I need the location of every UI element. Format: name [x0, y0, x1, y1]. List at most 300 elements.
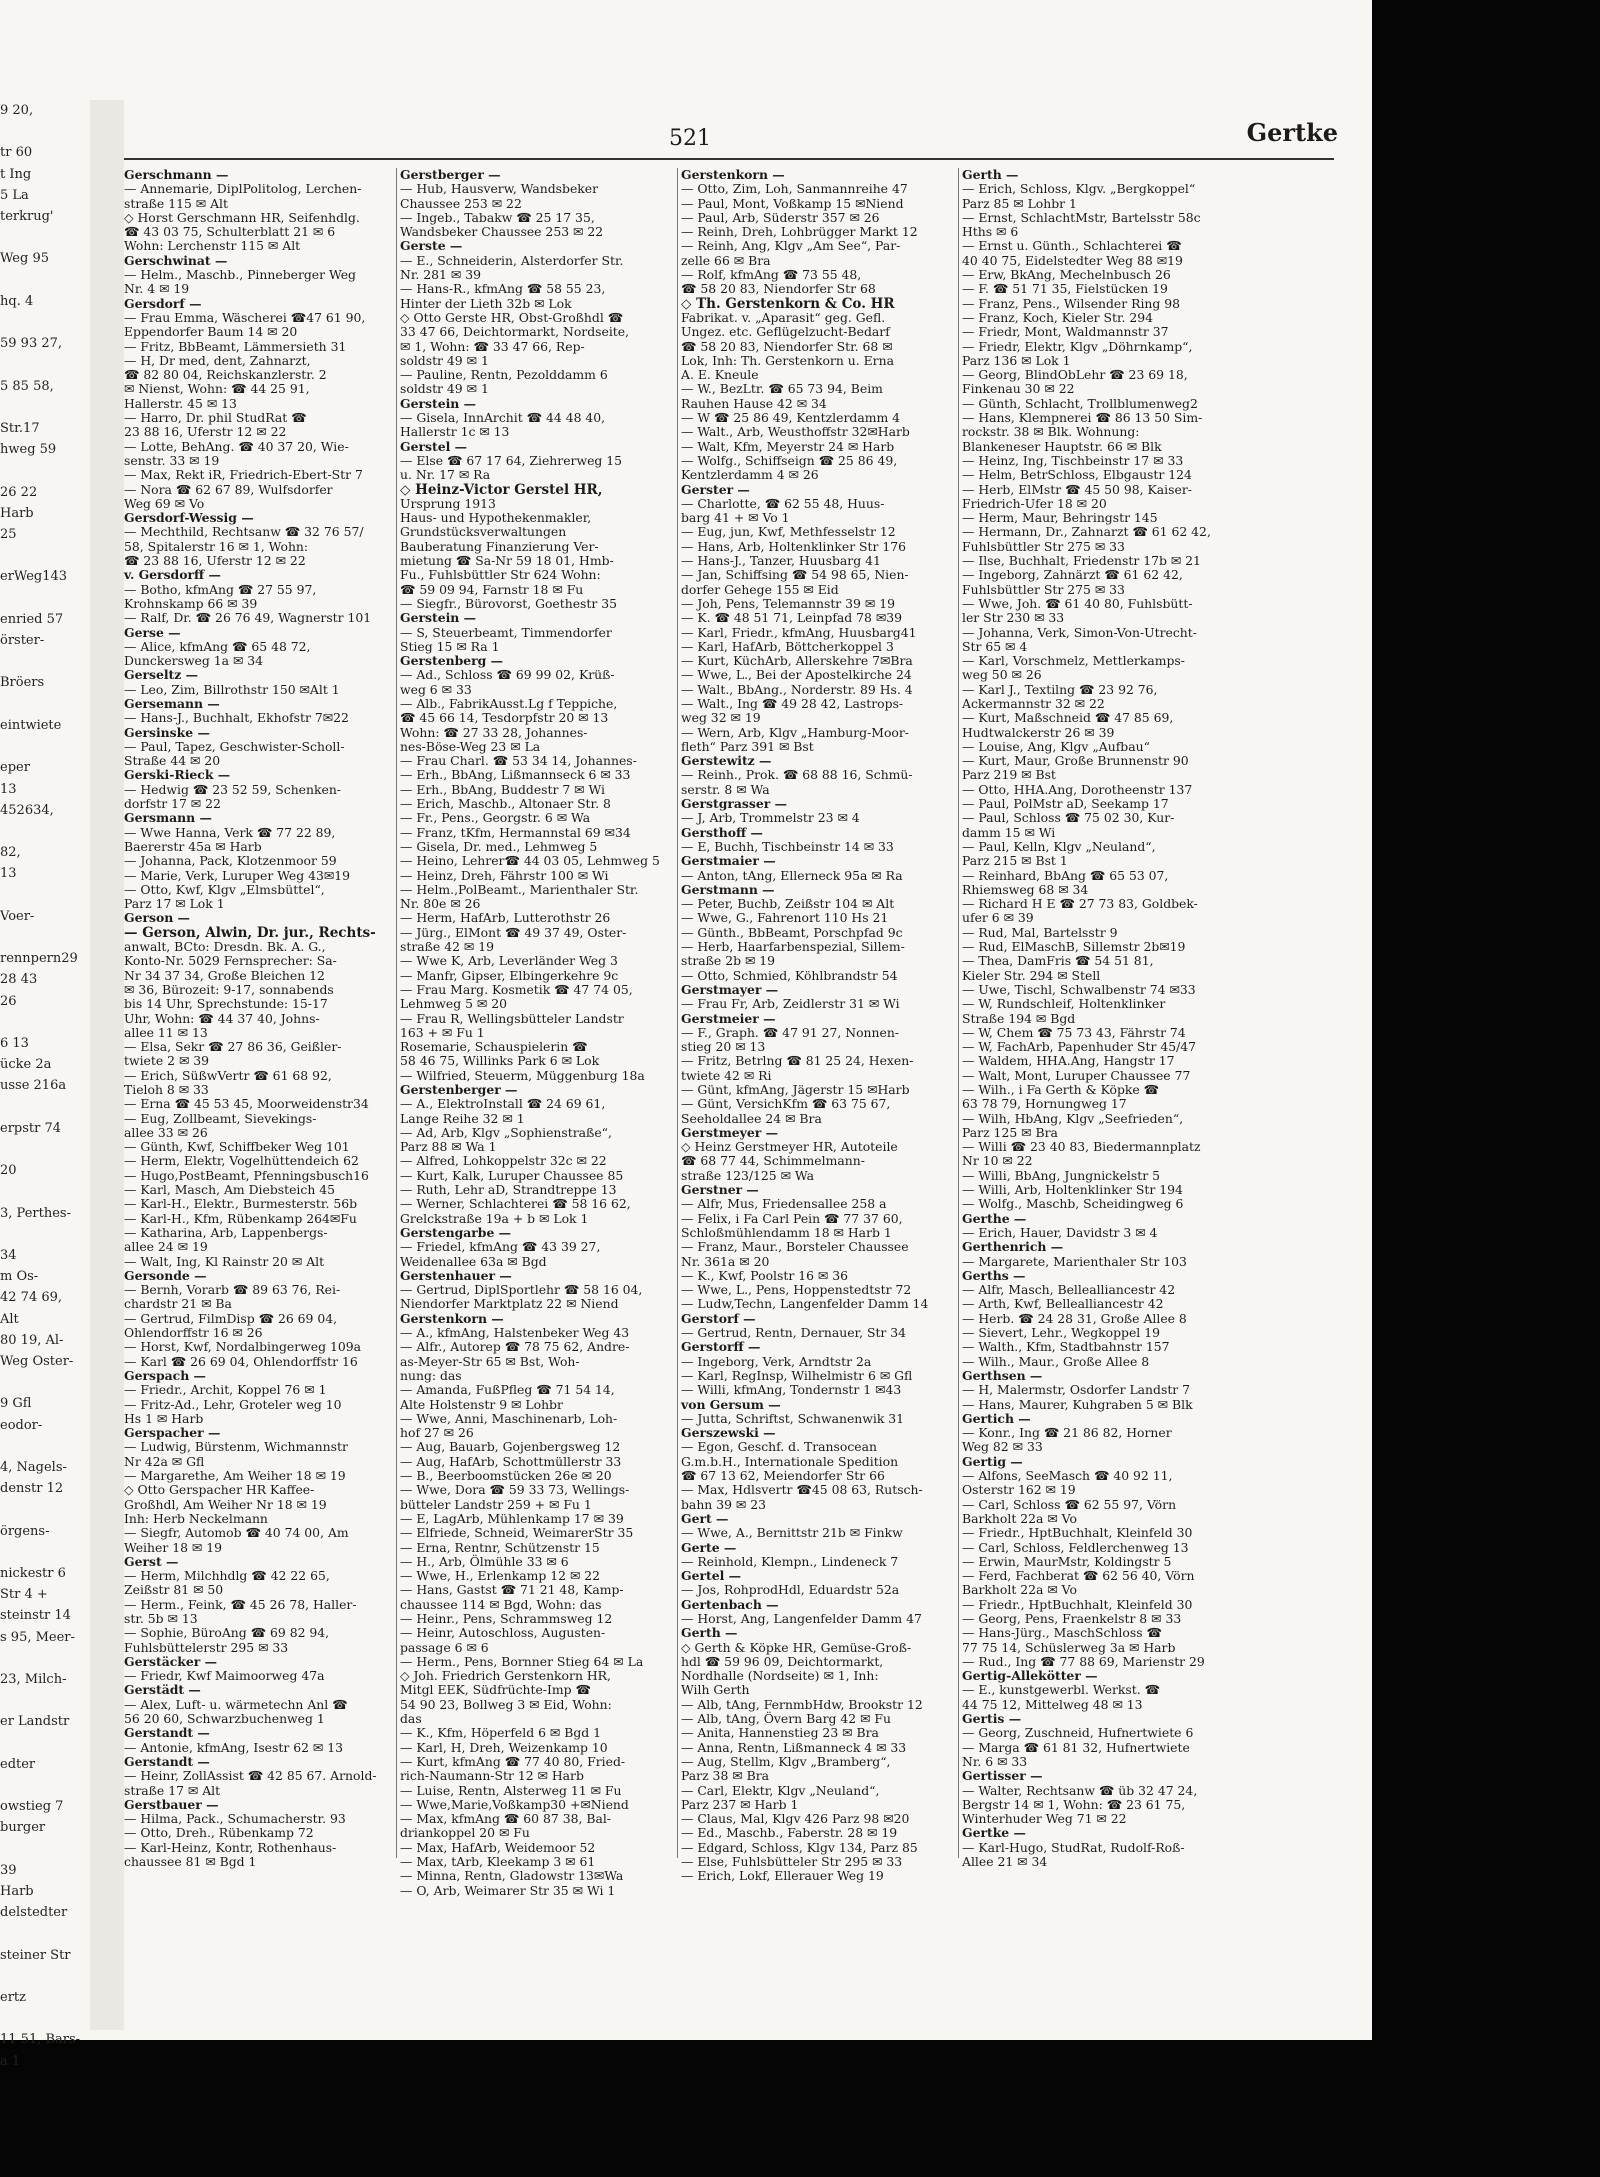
- entry-line: Straße 44 ✉ 20: [124, 753, 221, 769]
- strip-line: [0, 270, 90, 291]
- entry-line: Fuhlsbüttler Str 275 ✉ 33: [962, 581, 1125, 597]
- entry-line: — Max, HafArb, Weidemoor 52: [400, 1839, 596, 1855]
- entry-line: — J, Arb, Trommelstr 23 ✉ 4: [681, 810, 860, 826]
- surname-heading: Gerstenberg —: [400, 653, 504, 669]
- surname-heading: Gerste —: [400, 238, 463, 254]
- entry-line: — Ferd, Fachberat ☎ 62 56 40, Vörn: [962, 1568, 1195, 1584]
- entry-line: — Ruth, Lehr aD, Strandtreppe 13: [400, 1182, 617, 1198]
- entry-line: — H, Dr med, dent, Zahnarzt,: [124, 352, 311, 368]
- entry-line: — Carl, Schloss ☎ 62 55 97, Vörn: [962, 1496, 1177, 1512]
- strip-line: Weg Oster-: [0, 1353, 74, 1369]
- entry-line: Chaussee 253 ✉ 22: [400, 195, 522, 211]
- entry-line: — Günth., BbBeamt, Porschpfad 9c: [681, 924, 903, 940]
- surname-heading: Gerstberger —: [400, 167, 501, 182]
- entry-line: ✉ Nienst, Wohn: ☎ 44 25 91,: [124, 381, 310, 397]
- entry-line: — Edgard, Schloss, Klgv 134, Parz 85: [681, 1839, 918, 1855]
- entry-line: — Antonie, kfmAng, Isestr 62 ✉ 13: [124, 1739, 344, 1755]
- surname-heading: Gersemann —: [124, 695, 220, 711]
- entry-line: ☎ 45 66 14, Tesdorpfstr 20 ✉ 13: [400, 710, 609, 726]
- entry-line: — Paul, Tapez, Geschwister-Scholl-: [124, 738, 345, 754]
- entry-line: chardstr 21 ✉ Ba: [124, 1296, 232, 1312]
- strip-line: rennpern29: [0, 951, 78, 967]
- surname-heading: Gerstein —: [400, 395, 476, 411]
- strip-line: 9 Gfl: [0, 1396, 32, 1412]
- strip-line: [0, 1224, 90, 1245]
- entry-line: — Günth, Schlacht, Trollblumenweg2: [962, 395, 1198, 411]
- surname-heading: Gerspach —: [124, 1367, 206, 1383]
- entry-line: — Walth., Kfm, Stadtbahnstr 157: [962, 1339, 1170, 1355]
- entry-line: — Gertrud, Rentn, Dernauer, Str 34: [681, 1325, 907, 1341]
- entry-line: — Aug, Stellm, Klgv „Bramberg“,: [681, 1753, 891, 1769]
- entry-line: — Rud., Ing ☎ 77 88 69, Marienstr 29: [962, 1653, 1205, 1669]
- entry-line: — Wwe, L., Bei der Apostelkirche 24: [681, 667, 912, 683]
- strip-line: 5 85 58,: [0, 378, 54, 394]
- entry-line: — Walt., Arb, Weusthoffstr 32✉Harb: [681, 424, 910, 440]
- strip-line: eper: [0, 760, 30, 776]
- entry-line: allee 11 ✉ 13: [124, 1024, 208, 1040]
- entry-line: — Wilh., i Fa Gerth & Köpke ☎: [962, 1082, 1160, 1097]
- strip-line: [0, 1139, 90, 1160]
- entry-line: — Otto, Schmied, Köhlbrandstr 54: [681, 967, 898, 983]
- entry-line: — Charlotte, ☎ 62 55 48, Huus-: [681, 495, 885, 511]
- entry-line: — Margarethe, Am Weiher 18 ✉ 19: [124, 1468, 346, 1484]
- strip-line: [0, 2008, 90, 2029]
- entry-line: 44 75 12, Mittelweg 48 ✉ 13: [962, 1696, 1143, 1712]
- entry-line: — A., kfmAng, Halstenbeker Weg 43: [400, 1325, 630, 1341]
- entry-line: Parz 88 ✉ Wa 1: [400, 1139, 497, 1155]
- previous-page-strip: [0, 100, 92, 2069]
- entry-line: — W ☎ 25 86 49, Kentzlerdamm 4: [681, 410, 901, 426]
- entry-line: — Else, Fuhlsbütteler Str 295 ✉ 33: [681, 1854, 903, 1870]
- entry-line: — Eug, jun, Kwf, Methfesselstr 12: [681, 524, 896, 540]
- entry-line: — Hedwig ☎ 23 52 59, Schenken-: [124, 781, 341, 797]
- strip-line: örster-: [0, 633, 45, 649]
- entry-line: — Georg, Zuschneid, Hufnertwiete 6: [962, 1725, 1194, 1741]
- entry-line: — Erw, BkAng, Mechelnbusch 26: [962, 267, 1171, 283]
- entry-line: — Karl-H., Elektr., Burmesterstr. 56b: [124, 1196, 358, 1212]
- strip-line: [0, 1733, 90, 1754]
- entry-line: — H., Arb, Ölmühle 33 ✉ 6: [400, 1553, 569, 1569]
- strip-line: [0, 694, 90, 715]
- strip-line: [0, 312, 90, 333]
- entry-line: — Waldem, HHA.Ang, Hangstr 17: [962, 1053, 1175, 1069]
- entry-line: — Max, tArb, Kleekamp 3 ✉ 61: [400, 1854, 596, 1870]
- strip-line: [0, 460, 90, 481]
- entry-line: soldstr 49 ✉ 1: [400, 381, 489, 397]
- entry-line: — Friedr, Kwf Maimoorweg 47a: [124, 1668, 325, 1684]
- entry-line: — Alex, Luft- u. wärmetechn Anl ☎: [124, 1696, 348, 1712]
- surname-heading: Gert —: [681, 1510, 729, 1526]
- entry-line: twiete 2 ✉ 39: [124, 1053, 210, 1069]
- entry-line: Lehmweg 5 ✉ 20: [400, 996, 508, 1012]
- column-3: [681, 168, 965, 1884]
- entry-line: — Walt, Mont, Luruper Chaussee 77: [962, 1067, 1191, 1083]
- entry-line: — Uwe, Tischl, Schwalbenstr 74 ✉33: [962, 981, 1196, 997]
- entry-line: — S, Steuerbeamt, Timmendorfer: [400, 624, 612, 640]
- entry-line: — Rolf, kfmAng ☎ 73 55 48,: [681, 267, 862, 283]
- surname-heading: von Gersum —: [681, 1396, 781, 1412]
- strip-line: 452634,: [0, 802, 54, 818]
- strip-line: delstedter: [0, 1905, 68, 1921]
- entry-line: — F., Graph. ☎ 47 91 27, Nonnen-: [681, 1024, 899, 1040]
- entry-line: — Heinr., Pens, Schrammsweg 12: [400, 1610, 613, 1626]
- surname-heading: Gerstmeyer —: [681, 1124, 779, 1140]
- entry-line: ☎ 67 13 62, Meiendorfer Str 66: [681, 1468, 885, 1484]
- entry-line: — Paul, Mont, Voßkamp 15 ✉Niend: [681, 195, 904, 211]
- strip-line: [0, 821, 90, 842]
- entry-line: — Kurt, Kalk, Luruper Chaussee 85: [400, 1167, 624, 1183]
- entry-line: — Walter, Rechtsanw ☎ üb 32 47 24,: [962, 1782, 1198, 1798]
- strip-line: [0, 121, 90, 142]
- entry-line: ☎ 82 80 04, Reichskanzlerstr. 2: [124, 367, 327, 383]
- surname-heading: Gerstmann —: [681, 881, 775, 897]
- entry-line: — Herm, Elektr, Vogelhüttendeich 62: [124, 1153, 359, 1169]
- entry-line: 40 40 75, Eidelstedter Weg 88 ✉19: [962, 252, 1183, 268]
- entry-line: u. Nr. 17 ✉ Ra: [400, 467, 491, 483]
- entry-line: — Friedr, Elektr, Klgv „Döhrnkamp“,: [962, 338, 1193, 354]
- entry-line: ✉ 1, Wohn: ☎ 33 47 66, Rep-: [400, 338, 585, 354]
- entry-line: — Wwe, G., Fahrenort 110 Hs 21: [681, 910, 889, 926]
- entry-line: Hinter der Lieth 32b ✉ Lok: [400, 295, 572, 311]
- entry-line: Rhiemsweg 68 ✉ 34: [962, 881, 1089, 897]
- surname-heading: Gerstengarbe —: [400, 1224, 512, 1240]
- entry-line: — Marga ☎ 61 81 32, Hufnertwiete: [962, 1739, 1190, 1755]
- surname-heading: Gertenbach —: [681, 1596, 779, 1612]
- strip-line: terkrug': [0, 209, 54, 225]
- entry-line: — F. ☎ 51 71 35, Fielstücken 19: [962, 281, 1168, 297]
- entry-line: Grundstücksverwaltungen: [400, 524, 567, 540]
- entry-line: Parz 215 ✉ Bst 1: [962, 853, 1068, 869]
- entry-line: 23 88 16, Uferstr 12 ✉ 22: [124, 424, 287, 440]
- entry-line: — Fr., Pens., Georgstr. 6 ✉ Wa: [400, 810, 591, 826]
- strip-line: erWeg143: [0, 569, 68, 585]
- entry-line: hdl ☎ 59 96 09, Deichtormarkt,: [681, 1653, 884, 1669]
- entry-line: 63 78 79, Hornungweg 17: [962, 1096, 1127, 1112]
- directory-page: [124, 112, 1372, 2032]
- entry-line: stieg 20 ✉ 13: [681, 1039, 766, 1055]
- entry-line: — Kurt, kfmAng ☎ 77 40 80, Fried-: [400, 1753, 626, 1769]
- page-number: 521: [669, 126, 711, 151]
- strip-line: hweg 59: [0, 442, 57, 458]
- strip-line: Weg 95: [0, 251, 49, 267]
- entry-line: straße 2b ✉ 19: [681, 953, 776, 969]
- surname-heading: Gerstenberger —: [400, 1082, 518, 1097]
- strip-line: [0, 1690, 90, 1711]
- surname-heading: Gerstner —: [681, 1182, 759, 1198]
- entry-line: driankoppel 20 ✉ Fu: [400, 1825, 530, 1841]
- strip-line: [0, 1372, 90, 1393]
- entry-line: — Helm., Maschb., Pinneberger Weg: [124, 267, 356, 283]
- entry-line: ◇ Otto Gerste HR, Obst-Großhdl ☎: [400, 309, 624, 325]
- entry-line: Hths ✉ 6: [962, 224, 1019, 240]
- entry-line: — Wolfg., Maschb, Scheidingweg 6: [962, 1196, 1184, 1212]
- strip-line: [0, 354, 90, 375]
- entry-line: Dunckersweg 1a ✉ 34: [124, 653, 264, 669]
- entry-line: — Frau R, Wellingsbütteler Landstr: [400, 1010, 624, 1026]
- entry-line: — Franz, Maur., Borsteler Chaussee: [681, 1239, 909, 1255]
- entry-line: — Wilh., Maur., Große Allee 8: [962, 1353, 1150, 1369]
- column-divider: [958, 168, 959, 1858]
- entry-line: — Frau Emma, Wäscherei ☎47 61 90,: [124, 309, 366, 325]
- strip-line: [0, 1097, 90, 1118]
- entry-line: Baererstr 45a ✉ Harb: [124, 838, 262, 854]
- entry-line: — Bernh, Vorarb ☎ 89 63 76, Rei-: [124, 1282, 341, 1298]
- entry-line: Parz 219 ✉ Bst: [962, 767, 1056, 783]
- strip-line: [0, 1436, 90, 1457]
- entry-line: 58, Spitalerstr 16 ✉ 1, Wohn:: [124, 538, 309, 554]
- entry-line: — Kurt, Maßschneid ☎ 47 85 69,: [962, 710, 1174, 726]
- business-entry: ◇ Heinz-Victor Gerstel HR,: [400, 481, 603, 498]
- entry-line: dorfer Gehege 155 ✉ Eid: [681, 581, 839, 597]
- entry-line: — Herb. ☎ 24 28 31, Große Allee 8: [962, 1310, 1187, 1326]
- business-entry: ◇ Th. Gerstenkorn & Co. HR: [681, 295, 895, 312]
- entry-line: rich-Naumann-Str 12 ✉ Harb: [400, 1768, 584, 1784]
- entry-line: — Wwe, Anni, Maschinenarb, Loh-: [400, 1410, 618, 1426]
- entry-line: — Joh, Pens, Telemannstr 39 ✉ 19: [681, 595, 895, 611]
- entry-line: Weg 69 ✉ Vo: [124, 495, 205, 511]
- entry-line: — Karl J., Textilng ☎ 23 92 76,: [962, 681, 1158, 697]
- strip-line: [0, 1499, 90, 1520]
- surname-heading: Gerths —: [962, 1267, 1026, 1283]
- entry-line: nung: das: [400, 1367, 462, 1383]
- entry-line: — Georg, Pens, Fraenkelstr 8 ✉ 33: [962, 1610, 1182, 1626]
- entry-line: — Hermann, Dr., Zahnarzt ☎ 61 62 42,: [962, 524, 1211, 540]
- entry-line: — Ad., Schloss ☎ 69 99 02, Krüß-: [400, 667, 615, 683]
- surname-heading: Gerte —: [681, 1539, 737, 1555]
- entry-line: — K., Kwf, Poolstr 16 ✉ 36: [681, 1267, 848, 1283]
- entry-line: str. 5b ✉ 13: [124, 1610, 198, 1626]
- entry-line: 54 90 23, Bollweg 3 ✉ Eid, Wohn:: [400, 1696, 612, 1712]
- surname-heading: Gerstmaier —: [681, 853, 776, 869]
- entry-line: — Herm., Feink, ☎ 45 26 78, Haller-: [124, 1596, 357, 1612]
- entry-line: — Günth, Kwf, Schiffbeker Weg 101: [124, 1139, 350, 1155]
- entry-line: — Heinz, Ing, Tischbeinstr 17 ✉ 33: [962, 452, 1184, 468]
- entry-line: — Alfred, Lohkoppelstr 32c ✉ 22: [400, 1153, 607, 1169]
- entry-line: — Harro, Dr. phil StudRat ☎: [124, 410, 307, 426]
- entry-line: Allee 21 ✉ 34: [962, 1854, 1048, 1870]
- entry-line: Str 65 ✉ 4: [962, 638, 1028, 654]
- business-entry: — Gerson, Alwin, Dr. jur., Rechts-: [124, 924, 376, 941]
- entry-line: — Botho, kfmAng ☎ 27 55 97,: [124, 581, 317, 597]
- strip-line: denstr 12: [0, 1481, 64, 1497]
- entry-line: — Thea, DamFris ☎ 54 51 81,: [962, 953, 1154, 969]
- entry-line: — Walt., Ing ☎ 49 28 42, Lastrops-: [681, 695, 904, 711]
- surname-heading: Gerth —: [681, 1625, 738, 1641]
- entry-line: Nr. 80e ✉ 26: [400, 896, 481, 912]
- entry-line: — Alb., FabrikAusst.Lg f Teppiche,: [400, 695, 618, 711]
- entry-line: — Karl, Vorschmelz, Mettlerkamps-: [962, 653, 1185, 669]
- entry-line: — Frau Marg. Kosmetik ☎ 47 74 05,: [400, 981, 633, 997]
- surname-heading: Gertke —: [962, 1825, 1026, 1841]
- entry-line: — Friedel, kfmAng ☎ 43 39 27,: [400, 1239, 601, 1255]
- strip-line: ücke 2a: [0, 1057, 52, 1073]
- entry-line: — Aug, Bauarb, Gojenbergsweg 12: [400, 1439, 621, 1455]
- entry-line: — Herb, ElMstr ☎ 45 50 98, Kaiser-: [962, 481, 1192, 497]
- surname-heading: Gertig-Allekötter —: [962, 1668, 1098, 1684]
- entry-line: — H, Malermstr, Osdorfer Landstr 7: [962, 1382, 1191, 1398]
- entry-line: Parz 85 ✉ Lohbr 1: [962, 195, 1077, 211]
- strip-line: 4, Nagels-: [0, 1460, 67, 1475]
- entry-line: — W, Chem ☎ 75 73 43, Fährstr 74: [962, 1024, 1186, 1040]
- entry-line: mietung ☎ Sa-Nr 59 18 01, Hmb-: [400, 553, 614, 569]
- entry-line: — Hugo,PostBeamt, Pfenningsbusch16: [124, 1167, 369, 1183]
- strip-line: 42 74 69,: [0, 1290, 63, 1306]
- entry-line: — Peter, Buchb, Zeißstr 104 ✉ Alt: [681, 896, 895, 912]
- surname-heading: Gerstenhauer —: [400, 1267, 512, 1283]
- strip-line: 82,: [0, 845, 21, 861]
- column-divider: [396, 168, 397, 1858]
- entry-line: Ungez. etc. Geflügelzucht-Bedarf: [681, 324, 890, 340]
- entry-line: — Kurt, Maur, Große Brunnenstr 90: [962, 753, 1189, 769]
- entry-line: — Hans, Maurer, Kuhgraben 5 ✉ Blk: [962, 1396, 1193, 1412]
- entry-line: Ursprung 1913: [400, 495, 496, 511]
- entry-line: Ohlendorffstr 16 ✉ 26: [124, 1325, 263, 1341]
- entry-line: — Amanda, FußPfleg ☎ 71 54 14,: [400, 1382, 615, 1398]
- entry-line: — Erh., BbAng, Buddestr 7 ✉ Wi: [400, 781, 605, 797]
- entry-line: — Carl, Schloss, Feldlerchenweg 13: [962, 1539, 1189, 1555]
- surname-heading: Gerth —: [962, 167, 1019, 182]
- strip-line: Bröers: [0, 675, 45, 691]
- entry-line: — Alfons, SeeMasch ☎ 40 92 11,: [962, 1468, 1173, 1484]
- strip-line: owstieg 7: [0, 1799, 64, 1815]
- entry-line: Osterstr 162 ✉ 19: [962, 1482, 1076, 1498]
- entry-line: dorfstr 17 ✉ 22: [124, 796, 221, 812]
- entry-line: — Fritz, Betrlng ☎ 81 25 24, Hexen-: [681, 1053, 914, 1069]
- entry-line: — Wilfried, Steuerm, Müggenburg 18a: [400, 1067, 645, 1083]
- strip-line: m Os-: [0, 1269, 39, 1285]
- entry-line: Straße 194 ✉ Bgd: [962, 1010, 1076, 1026]
- entry-line: — Helm.,PolBeamt., Marienthaler Str.: [400, 881, 639, 897]
- entry-line: Weiher 18 ✉ 19: [124, 1539, 222, 1555]
- entry-line: Parz 136 ✉ Lok 1: [962, 352, 1071, 368]
- entry-line: — Franz, Koch, Kieler Str. 294: [962, 309, 1154, 325]
- entry-line: — E., Schneiderin, Alsterdorfer Str.: [400, 252, 624, 268]
- strip-line: 20: [0, 1163, 17, 1179]
- strip-line: a 1: [0, 2053, 21, 2069]
- strip-line: 28 43: [0, 972, 38, 988]
- entry-line: — Johanna, Verk, Simon-Von-Utrecht-: [962, 624, 1197, 640]
- surname-heading: Gerthe —: [962, 1210, 1027, 1226]
- entry-line: — Margarete, Marienthaler Str 103: [962, 1253, 1187, 1269]
- entry-line: — Franz, Pens., Wilsender Ring 98: [962, 295, 1181, 311]
- strip-line: 13: [0, 866, 17, 882]
- entry-line: — Friedr., HptBuchhalt, Kleinfeld 30: [962, 1596, 1193, 1612]
- strip-line: eodor-: [0, 1417, 43, 1433]
- entry-line: — Ingeb., Tabakw ☎ 25 17 35,: [400, 209, 595, 225]
- entry-line: anwalt, BCto: Dresdn. Bk. A. G.,: [124, 939, 326, 955]
- entry-line: — W., BezLtr. ☎ 65 73 94, Beim: [681, 381, 883, 397]
- strip-line: [0, 1648, 90, 1669]
- surname-heading: Gerthenrich —: [962, 1239, 1064, 1255]
- strip-line: [0, 651, 90, 672]
- entry-line: Fuhlsbüttler Str 275 ✉ 33: [962, 538, 1125, 554]
- entry-line: straße 123/125 ✉ Wa: [681, 1167, 814, 1183]
- entry-line: — Alb, tAng, Övern Barg 42 ✉ Fu: [681, 1711, 891, 1727]
- entry-line: — Ludwig, Bürstenm, Wichmannstr: [124, 1439, 348, 1455]
- entry-line: Parz 237 ✉ Harb 1: [681, 1796, 799, 1812]
- entry-line: Fuhlsbüttelerstr 295 ✉ 33: [124, 1639, 289, 1655]
- entry-line: — Erh., BbAng, Lißmannseck 6 ✉ 33: [400, 767, 631, 783]
- surname-heading: Gerstgrasser —: [681, 796, 787, 812]
- surname-heading: Gersdorf-Wessig —: [124, 510, 254, 526]
- entry-line: — Wwe, A., Bernittstr 21b ✉ Finkw: [681, 1525, 903, 1541]
- entry-line: fleth“ Parz 391 ✉ Bst: [681, 738, 814, 754]
- entry-line: damm 15 ✉ Wi: [962, 824, 1056, 840]
- entry-line: Parz 17 ✉ Lok 1: [124, 896, 225, 912]
- entry-line: — Willi, Arb, Holtenklinker Str 194: [962, 1182, 1183, 1198]
- entry-line: Kieler Str. 294 ✉ Stell: [962, 967, 1101, 983]
- entry-line: — Walt., BbAng., Norderstr. 89 Hs. 4: [681, 681, 913, 697]
- strip-line: [0, 1181, 90, 1202]
- surname-heading: Gertel —: [681, 1568, 742, 1584]
- entry-line: — Ingeborg, Zahnärzt ☎ 61 62 42,: [962, 567, 1183, 583]
- strip-line: usse 216a: [0, 1078, 67, 1094]
- entry-line: — Richard H E ☎ 27 73 83, Goldbek-: [962, 896, 1198, 912]
- surname-heading: Gerstmeier —: [681, 1010, 776, 1026]
- entry-line: 58 46 75, Willinks Park 6 ✉ Lok: [400, 1053, 600, 1069]
- strip-line: 13: [0, 781, 17, 797]
- entry-line: — Ed., Maschb., Faberstr. 28 ✉ 19: [681, 1825, 898, 1841]
- entry-line: — Elfriede, Schneid, WeimarerStr 35: [400, 1525, 634, 1541]
- entry-line: Rosemarie, Schauspielerin ☎: [400, 1039, 588, 1055]
- entry-line: — Herm., Pens, Bornner Stieg 64 ✉ La: [400, 1653, 644, 1669]
- entry-line: — Reinh, Dreh, Lohbrügger Markt 12: [681, 224, 918, 240]
- strip-line: 34: [0, 1247, 17, 1263]
- entry-line: Blankeneser Hauptstr. 66 ✉ Blk: [962, 438, 1162, 454]
- entry-line: Tieloh 8 ✉ 33: [124, 1082, 209, 1097]
- entry-line: — Johanna, Pack, Klotzenmoor 59: [124, 853, 337, 869]
- strip-line: hq. 4: [0, 293, 34, 309]
- entry-line: — Max, Hdlsvertr ☎45 08 63, Rutsch-: [681, 1482, 923, 1498]
- entry-line: Krohnskamp 66 ✉ 39: [124, 595, 258, 611]
- entry-line: ✉ 36, Bürozeit: 9-17, sonnabends: [124, 981, 334, 997]
- entry-line: Nordhalle (Nordseite) ✉ 1, Inh:: [681, 1668, 879, 1684]
- entry-line: ☎ 23 88 16, Uferstr 12 ✉ 22: [124, 553, 306, 569]
- strip-line: 5 La: [0, 187, 29, 203]
- entry-line: Niendorfer Marktplatz 22 ✉ Niend: [400, 1296, 619, 1312]
- book-gutter: [90, 100, 124, 2030]
- surname-heading: Gerstorff —: [681, 1339, 761, 1355]
- strip-line: [0, 1923, 90, 1944]
- entry-line: Fu., Fuhlsbüttler Str 624 Wohn:: [400, 567, 601, 583]
- entry-line: weg 50 ✉ 26: [962, 667, 1042, 683]
- strip-line: steinstr 14: [0, 1608, 71, 1624]
- entry-line: — Walt, Ing, Kl Rainstr 20 ✉ Alt: [124, 1253, 325, 1269]
- entry-line: — Ilse, Buchhalt, Friedenstr 17b ✉ 21: [962, 553, 1201, 569]
- surname-heading: Gerstewitz —: [681, 753, 772, 769]
- entry-line: Winterhuder Weg 71 ✉ 22: [962, 1811, 1127, 1827]
- entry-line: Seeholdallee 24 ✉ Bra: [681, 1110, 822, 1126]
- strip-line: [0, 1839, 90, 1860]
- strip-line: Harb: [0, 1884, 34, 1900]
- entry-line: — Annemarie, DiplPolitolog, Lerchen-: [124, 181, 362, 197]
- entry-line: — Alfr, Masch, Bellealliancestr 42: [962, 1282, 1176, 1298]
- entry-line: — Marie, Verk, Luruper Weg 43✉19: [124, 867, 351, 883]
- entry-line: as-Meyer-Str 65 ✉ Bst, Woh-: [400, 1353, 580, 1369]
- strip-line: 39: [0, 1862, 17, 1878]
- entry-line: — Paul, Schloss ☎ 75 02 30, Kur-: [962, 810, 1175, 826]
- entry-line: — Erich, Lokf, Ellerauer Weg 19: [681, 1868, 884, 1884]
- entry-line: — Wwe, Joh. ☎ 61 40 80, Fuhlsbütt-: [962, 595, 1193, 611]
- entry-line: allee 24 ✉ 19: [124, 1239, 208, 1255]
- surname-heading: Gerstenkorn —: [400, 1310, 504, 1326]
- surname-heading: Gersinske —: [124, 724, 210, 740]
- strip-line: [0, 1542, 90, 1563]
- entry-line: ◇ Otto Gerspacher HR Kaffee-: [124, 1482, 315, 1498]
- strip-line: Alt: [0, 1311, 19, 1327]
- entry-line: chaussee 81 ✉ Bgd 1: [124, 1854, 257, 1870]
- entry-line: — Herm, HafArb, Lutterothstr 26: [400, 910, 611, 926]
